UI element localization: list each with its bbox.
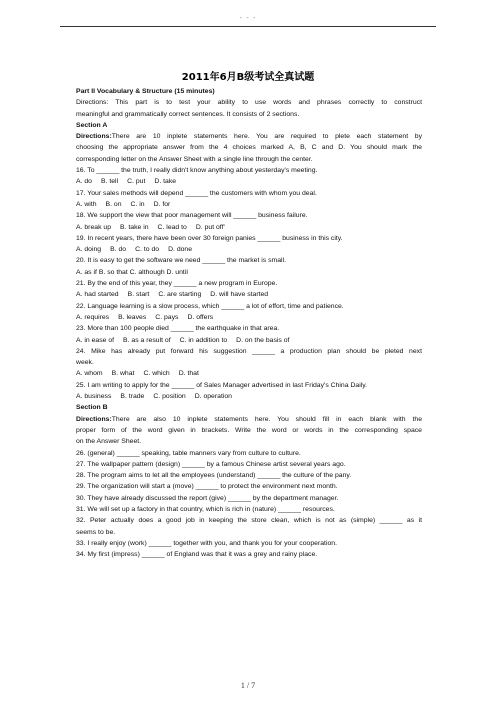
option-a: A. with (76, 200, 97, 208)
question-options (76, 267, 422, 278)
option-d: D. put off' (195, 223, 225, 231)
question-text: 20. It is easy to get the software we need ______ the market is small. (76, 257, 286, 265)
question-text: 16. To ______ the truth, I really didn't know anything about yesterday's meeting. (76, 167, 318, 175)
option-c: C. lead to (157, 223, 187, 231)
option-a: A. business (76, 393, 112, 401)
question-text: 30. They have already discussed the report (give) ______ by the department manager. (76, 494, 339, 502)
option-b: B. on (105, 200, 122, 208)
question-text: 22. Language learning is a slow process, which ______ a lot of effort, time and patience. (76, 302, 344, 310)
header-rule (60, 26, 436, 27)
section-a-questions (76, 165, 422, 346)
question-options (76, 335, 422, 346)
option-c: C. put (127, 178, 146, 186)
question-options (76, 222, 422, 233)
question-32-line-1: 32. Peter actually does a good job in keeping the store clean, which is not as (simple) ______ as it (76, 517, 422, 525)
question-text: 26. (general) ______ speaking, table manners vary from culture to culture. (76, 449, 301, 457)
question-text: 21. By the end of this year, they ______ a new program in Europe. (76, 280, 278, 288)
directions-label: Directions: (76, 415, 112, 423)
question-text: 34. My first (impress) ______ of England was that it was a grey and rainy place. (76, 551, 318, 559)
question-options (76, 176, 422, 187)
header-mark: - - - (239, 14, 257, 22)
question-text: 33. I really enjoy (work) ______ together with you, and thank you for your cooperation. (76, 539, 337, 547)
section-b-questions (76, 448, 422, 516)
section-b-heading: Section B (76, 404, 108, 412)
option-c: C. position (153, 393, 186, 401)
option-d: D. on the basis of (236, 336, 290, 344)
section-a-heading: Section A (76, 121, 108, 129)
option-d: D. that (178, 370, 199, 378)
question-text: 31. We will set up a factory in that country, which is rich in (nature) ______ resources. (76, 505, 335, 513)
question-32-line-2: seems to be. (76, 528, 116, 536)
option-b: B. leaves (118, 313, 147, 321)
question-text: 19. In recent years, there have been over 30 foreign panies ______ business in this city. (76, 234, 343, 242)
question-24-line-1: 24. Mike has already put forward his suggestion ______ a production plan should be pleted next (76, 347, 422, 355)
question-options (76, 244, 422, 255)
question-text: 28. The program aims to let all the employees (understand) ______ the culture of the pany. (76, 472, 352, 480)
document-body (76, 86, 422, 560)
directions-line-1: Directions: This part is to test your ability to use words and phrases correctly to construct (76, 99, 422, 107)
question-24-line-2: week. (76, 359, 94, 367)
option-c: C. are starting (158, 291, 202, 299)
question-text: 29. The organization will start a (move) ______ to protect the environment next month. (76, 483, 338, 491)
question-25: 25. I am writing to apply for the ______ of Sales Manager advertised in last Friday's China Daily. (76, 381, 368, 389)
page-title: 2011年6月B级考试全真试题 (181, 72, 315, 83)
option-d: D. done (168, 246, 193, 254)
part-heading: Part II Vocabulary & Structure (15 minutes) (76, 88, 215, 95)
option-a: A. in ease of (76, 336, 115, 344)
question-24-options (76, 368, 422, 379)
directions-text: There are also 10 inplete statements here. You should fill in each blank with the (111, 415, 422, 423)
section-b-questions-continued (76, 538, 422, 561)
option-b: B. as a result of (123, 336, 171, 344)
option-a: A. as if B. so that C. although D. until (76, 268, 188, 276)
option-d: D. for (153, 200, 171, 208)
option-a: A. requires (76, 313, 110, 321)
question-text: 18. We support the view that poor management will ______ business failure. (76, 212, 308, 220)
option-d: D. take (154, 178, 177, 186)
directions-text: There are 10 inplete statements here. You are required to plete each statement by (111, 133, 422, 141)
option-b: B. start (127, 291, 150, 299)
option-b: B. take in (120, 223, 149, 231)
section-a-directions-line-3: corresponding letter on the Answer Sheet with a single line through the center. (76, 155, 313, 163)
question-options (76, 289, 422, 300)
question-text: 27. The wallpaper pattern (design) ______ by a famous Chinese artist several years ago. (76, 460, 346, 468)
question-options (76, 199, 422, 210)
section-b-directions-line-1 (76, 414, 422, 425)
section-a-directions-line-2: choosing the appropriate answer from the 4 choices marked A, B, C and D. You should mark the (76, 144, 422, 152)
option-b: B. tell (100, 178, 119, 186)
option-a: A. doing (76, 246, 102, 254)
option-d: D. will have started (210, 291, 269, 299)
option-b: B. do (110, 246, 127, 254)
option-a: A. break up (76, 223, 112, 231)
option-b: B. what (111, 370, 135, 378)
option-d: D. operation (194, 393, 232, 401)
question-text: 17. Your sales methods will depend ______ the customers with whom you deal. (76, 189, 317, 197)
section-a-directions-line-1 (76, 131, 422, 142)
directions-line-2: meaningful and grammatically correct sentences. It consists of 2 sections. (76, 110, 300, 118)
option-a: A. whom (76, 370, 103, 378)
option-c: C. in (130, 200, 145, 208)
directions-label: Directions: (76, 133, 112, 141)
question-options (76, 312, 422, 323)
option-c: C. to do (135, 246, 160, 254)
option-c: C. in addition to (179, 336, 228, 344)
question-25-options (76, 391, 422, 402)
option-a: A. had started (76, 291, 119, 299)
section-b-directions-line-3: on the Answer Sheet. (76, 438, 142, 446)
option-d: D. offers (187, 313, 214, 321)
section-b-directions-line-2: proper form of the word given in brackets. Write the word or words in the corresponding space (76, 426, 422, 434)
question-text: 23. More than 100 people died ______ the earthquake in that area. (76, 325, 280, 333)
option-b: B. trade (120, 393, 145, 401)
option-c: C. which (143, 370, 170, 378)
page-number: 1 / 7 (240, 681, 256, 690)
option-a: A. do (76, 178, 92, 186)
option-c: C. pays (155, 313, 179, 321)
